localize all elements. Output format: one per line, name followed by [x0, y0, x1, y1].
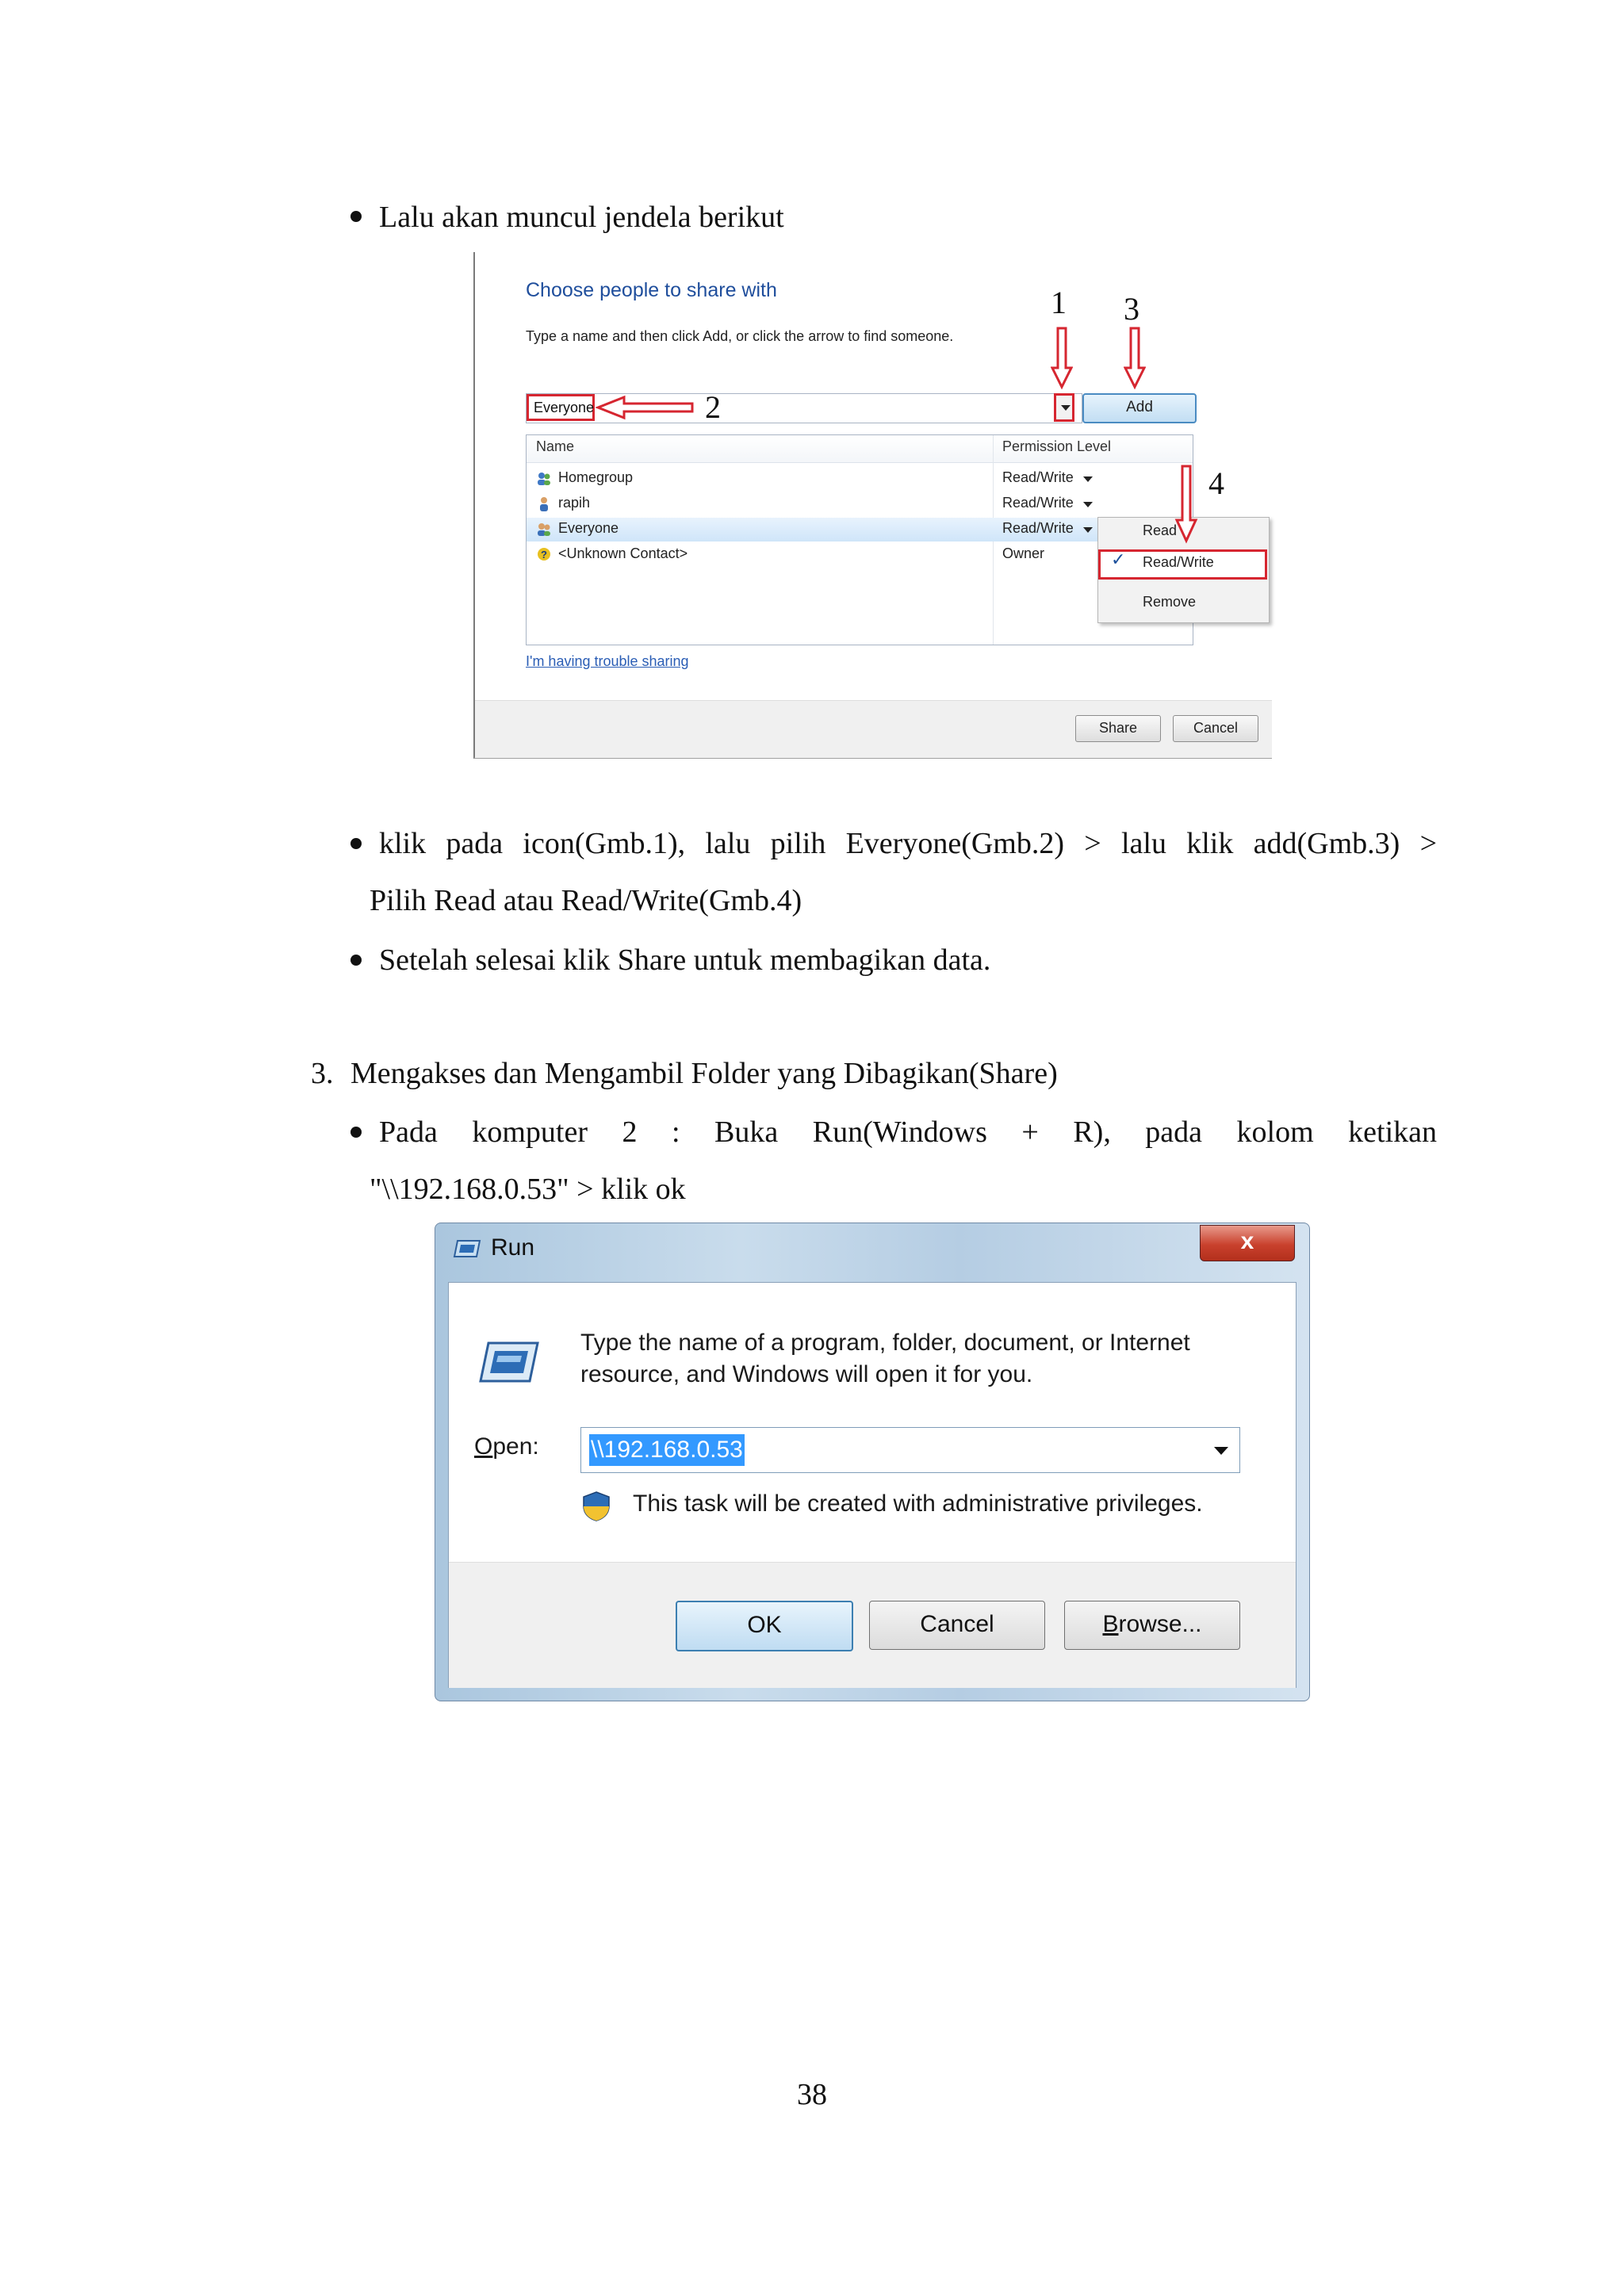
- bullet-text-2-line2: Pilih Read atau Read/Write(Gmb.4): [370, 884, 802, 917]
- section-bullet-line2: "\\192.168.0.53" > klik ok: [370, 1173, 686, 1206]
- list-item[interactable]: [527, 518, 1193, 541]
- annotation-number-3: 3: [1124, 291, 1139, 327]
- cancel-button[interactable]: Cancel: [1173, 715, 1258, 742]
- bullet-text-3: Setelah selesai klik Share untuk membagikan data.: [379, 943, 991, 977]
- open-input[interactable]: [580, 1427, 1240, 1473]
- chevron-down-icon[interactable]: [1214, 1447, 1228, 1455]
- annotation-number-4: 4: [1208, 465, 1224, 501]
- bullet-text-1: Lalu akan muncul jendela berikut: [379, 201, 784, 234]
- list-item[interactable]: [527, 467, 1193, 491]
- run-program-icon: [477, 1338, 541, 1386]
- section-bullet-line1: Pada komputer 2 : Buka Run(Windows + R), pada kolom ketikan: [379, 1115, 1437, 1149]
- svg-text:?: ?: [541, 549, 547, 561]
- bullet-dot: [350, 955, 362, 966]
- row-permission[interactable]: Read/Write: [1002, 495, 1074, 511]
- run-message: Type the name of a program, folder, document, or Internet resource, and Windows will open it for you.: [580, 1330, 1190, 1387]
- close-button[interactable]: [1200, 1225, 1295, 1261]
- page-number: 38: [797, 2078, 827, 2111]
- run-icon: [453, 1239, 481, 1258]
- row-name: <Unknown Contact>: [558, 545, 688, 561]
- section-title: Mengakses dan Mengambil Folder yang Dibagikan(Share): [350, 1057, 1058, 1090]
- browse-text: rowse...: [1118, 1611, 1202, 1637]
- chevron-down-icon[interactable]: [1083, 527, 1093, 533]
- run-body: [448, 1282, 1297, 1688]
- arrow-down-icon: [1051, 327, 1073, 390]
- menu-item-read[interactable]: Read: [1143, 522, 1178, 538]
- close-icon: x: [1240, 1228, 1254, 1254]
- user-icon: [536, 496, 552, 512]
- bullet-dot: [350, 211, 362, 222]
- ok-button[interactable]: OK: [676, 1601, 853, 1651]
- add-button[interactable]: Add: [1082, 393, 1197, 423]
- bullet-dot: [350, 838, 362, 849]
- row-permission: Owner: [1002, 545, 1045, 561]
- run-footer: [449, 1562, 1296, 1688]
- admin-privileges-note: This task will be created with administrative privileges.: [633, 1490, 1203, 1517]
- browse-accesskey: B: [1102, 1611, 1119, 1637]
- chevron-down-icon[interactable]: [1083, 502, 1093, 507]
- row-permission[interactable]: Read/Write: [1002, 469, 1074, 485]
- open-label-accesskey: O: [474, 1433, 493, 1460]
- people-list: [526, 434, 1193, 645]
- homegroup-icon: [536, 471, 552, 487]
- cancel-button[interactable]: Cancel: [869, 1601, 1045, 1650]
- browse-button[interactable]: [1064, 1601, 1240, 1650]
- list-item[interactable]: [527, 543, 1193, 567]
- annotation-number-2: 2: [705, 389, 721, 425]
- row-name: Everyone: [558, 520, 619, 536]
- col-name-header[interactable]: Name: [536, 438, 575, 454]
- checkmark-icon: ✓: [1111, 549, 1126, 569]
- row-name: rapih: [558, 495, 591, 511]
- open-input-value[interactable]: \\192.168.0.53: [589, 1434, 745, 1466]
- group-users-icon: [536, 522, 552, 538]
- share-dialog-screenshot: [473, 252, 1272, 759]
- unknown-contact-icon: [536, 547, 552, 563]
- arrow-left-icon: [596, 395, 694, 420]
- row-permission[interactable]: Read/Write: [1002, 520, 1074, 536]
- row-name: Homegroup: [558, 469, 634, 485]
- open-label: [474, 1433, 539, 1460]
- list-item[interactable]: [527, 492, 1193, 516]
- run-title: Run: [491, 1234, 535, 1261]
- arrow-down-icon: [1174, 465, 1198, 544]
- share-button[interactable]: Share: [1075, 715, 1161, 742]
- menu-item-read-write[interactable]: Read/Write: [1143, 554, 1214, 570]
- open-label-text: pen:: [492, 1433, 539, 1460]
- people-input-value[interactable]: Everyone: [527, 394, 595, 421]
- menu-item-remove[interactable]: Remove: [1143, 594, 1197, 610]
- people-dropdown-arrow-icon[interactable]: [1054, 393, 1074, 422]
- arrow-down-icon: [1124, 327, 1146, 390]
- run-dialog-screenshot: [435, 1223, 1310, 1701]
- bullet-text-2-line1: klik pada icon(Gmb.1), lalu pilih Everyone(Gmb.2) > lalu klik add(Gmb.3) >: [379, 827, 1437, 860]
- bullet-dot: [350, 1127, 362, 1138]
- uac-shield-icon: [582, 1490, 611, 1522]
- share-heading: Choose people to share with: [526, 279, 777, 301]
- section-number: 3.: [311, 1057, 334, 1090]
- col-permission-header[interactable]: Permission Level: [1002, 438, 1112, 454]
- share-instruction: Type a name and then click Add, or click the arrow to find someone.: [526, 328, 954, 344]
- annotation-number-1: 1: [1051, 285, 1067, 320]
- trouble-sharing-link[interactable]: I'm having trouble sharing: [526, 653, 689, 669]
- list-header: [527, 435, 1193, 463]
- chevron-down-icon[interactable]: [1083, 476, 1093, 482]
